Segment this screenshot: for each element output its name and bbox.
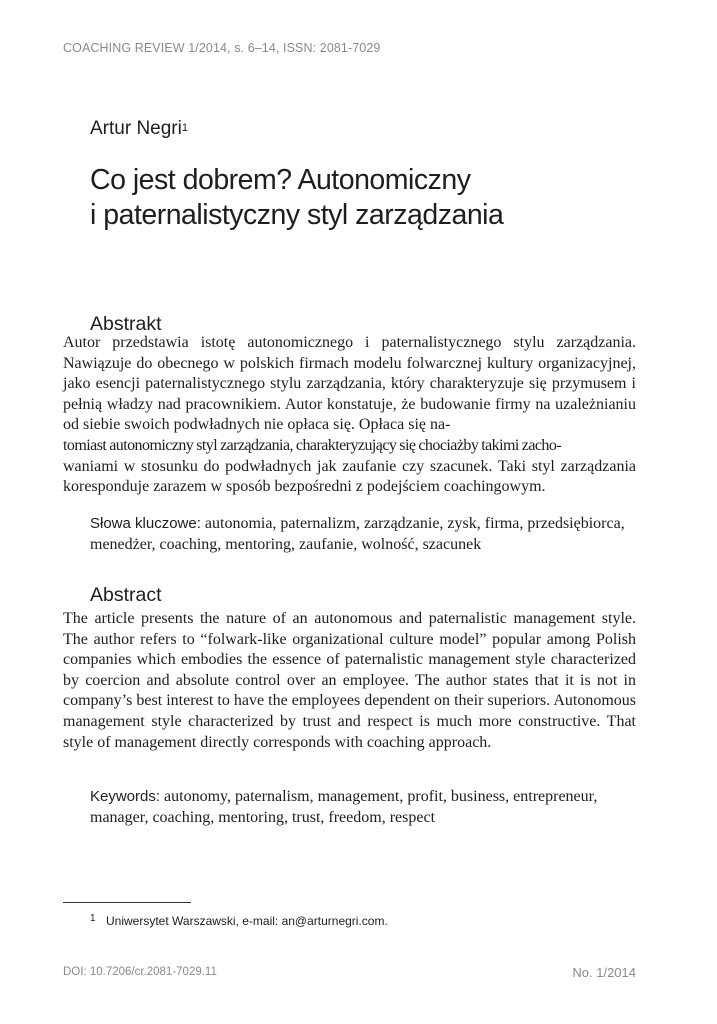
author-footnote-mark[interactable]: 1 <box>181 122 188 134</box>
author-name-text: Artur Negri <box>90 118 182 139</box>
abstract-keywords-label: Keywords: <box>90 788 161 805</box>
running-head: COACHING REVIEW 1/2014, s. 6–14, ISSN: 2081-7029 <box>63 41 381 55</box>
abstract-text: The article presents the nature of an autonomous and paternalistic management style. The author refers to “folwark-like organizational culture model” popular among Polish companies which embodies the essence of paternalistic management style characterized by coercion and absolute control over an employee. The author states that it is not in company’s best interest to have the employees dependent on their superiors. Autonomous management style characterized by trust and respect is much more constructive. That style of management directly corresponds with coaching approach. <box>63 610 636 751</box>
abstrakt-keywords-label: Słowa kluczowe: <box>90 515 201 532</box>
footnote-divider <box>63 902 191 903</box>
footnote-text: Uniwersytet Warszawski, e-mail: an@arturnegri.com. <box>106 914 388 928</box>
abstract-keywords-list: autonomy, paternalism, management, profit, business, entrepreneur, manager, coaching, mentoring, trust, freedom, respect <box>90 788 598 826</box>
abstract-keywords <box>90 787 636 828</box>
abstrakt-keywords <box>90 514 636 555</box>
abstrakt-text-part-2: tomiast autonomiczny styl zarządzania, charakteryzujący się chociażby takimi zacho <box>63 436 557 454</box>
abstract-heading: Abstract <box>90 584 162 606</box>
footnote-mark: 1 <box>90 913 96 924</box>
doi-label: DOI: 10.7206/cr.2081-7029.11 <box>63 966 217 978</box>
issue-number: No. 1/2014 <box>572 965 636 980</box>
abstrakt-text-part-1: Autor przedstawia istotę autonomicznego i paternalistycznego stylu zarządzania. Nawiązuje do obecnego w polskich firmach modelu folwarcznej kultury organizacyjnej, jako esencji paternalistycznego stylu zarządzania, który charakteryzuje się przymusem i pełnią władzy nad pracownikiem. Autor konstatuje, że budowanie firmy na uzależnianiu od siebie swoich podwładnych nie opłaca się. Opłaca się na <box>63 334 636 434</box>
abstrakt-heading: Abstrakt <box>90 313 162 335</box>
article-title-line-1: Co jest dobrem? Autonomiczny <box>90 164 471 196</box>
abstrakt-text: Autor przedstawia istotę autonomicznego i paternalistycznego stylu zarządzania. Nawiązuje do obecnego w polskich firmach modelu folwarcznej kultury organizacyjnej, jako esencji paternalistycznego stylu zarządzania, który charakteryzuje się przymusem i pełnią władzy nad pracownikiem. Autor konstatuje, że budowanie firmy na uzależnianiu od siebie swoich podwładnych nie opłaca się. Opłaca się na- tomiast autonomiczny styl zarządzania, charakteryzujący się chociażby takimi zacho- waniami w stosunku do podwładnych jak zaufanie czy szacunek. Taki styl zarządzania koresponduje zarazem w sposób bezpośredni z podejściem coachingowym. <box>63 334 636 496</box>
article-title-line-2: i paternalistyczny styl zarządzania <box>90 199 504 231</box>
abstrakt-keywords-list: autonomia, paternalizm, zarządzanie, zysk, firma, przedsiębiorca, menedżer, coaching, mentoring, zaufanie, wolność, szacunek <box>90 515 625 553</box>
author-name <box>90 118 188 140</box>
footnote <box>90 914 388 928</box>
article-title <box>90 163 650 233</box>
abstrakt-text-part-3: waniami w stosunku do podwładnych jak zaufanie czy szacunek. Taki styl zarządzania koresponduje zarazem w sposób bezpośredni z podejściem coachingowym. <box>63 457 636 496</box>
